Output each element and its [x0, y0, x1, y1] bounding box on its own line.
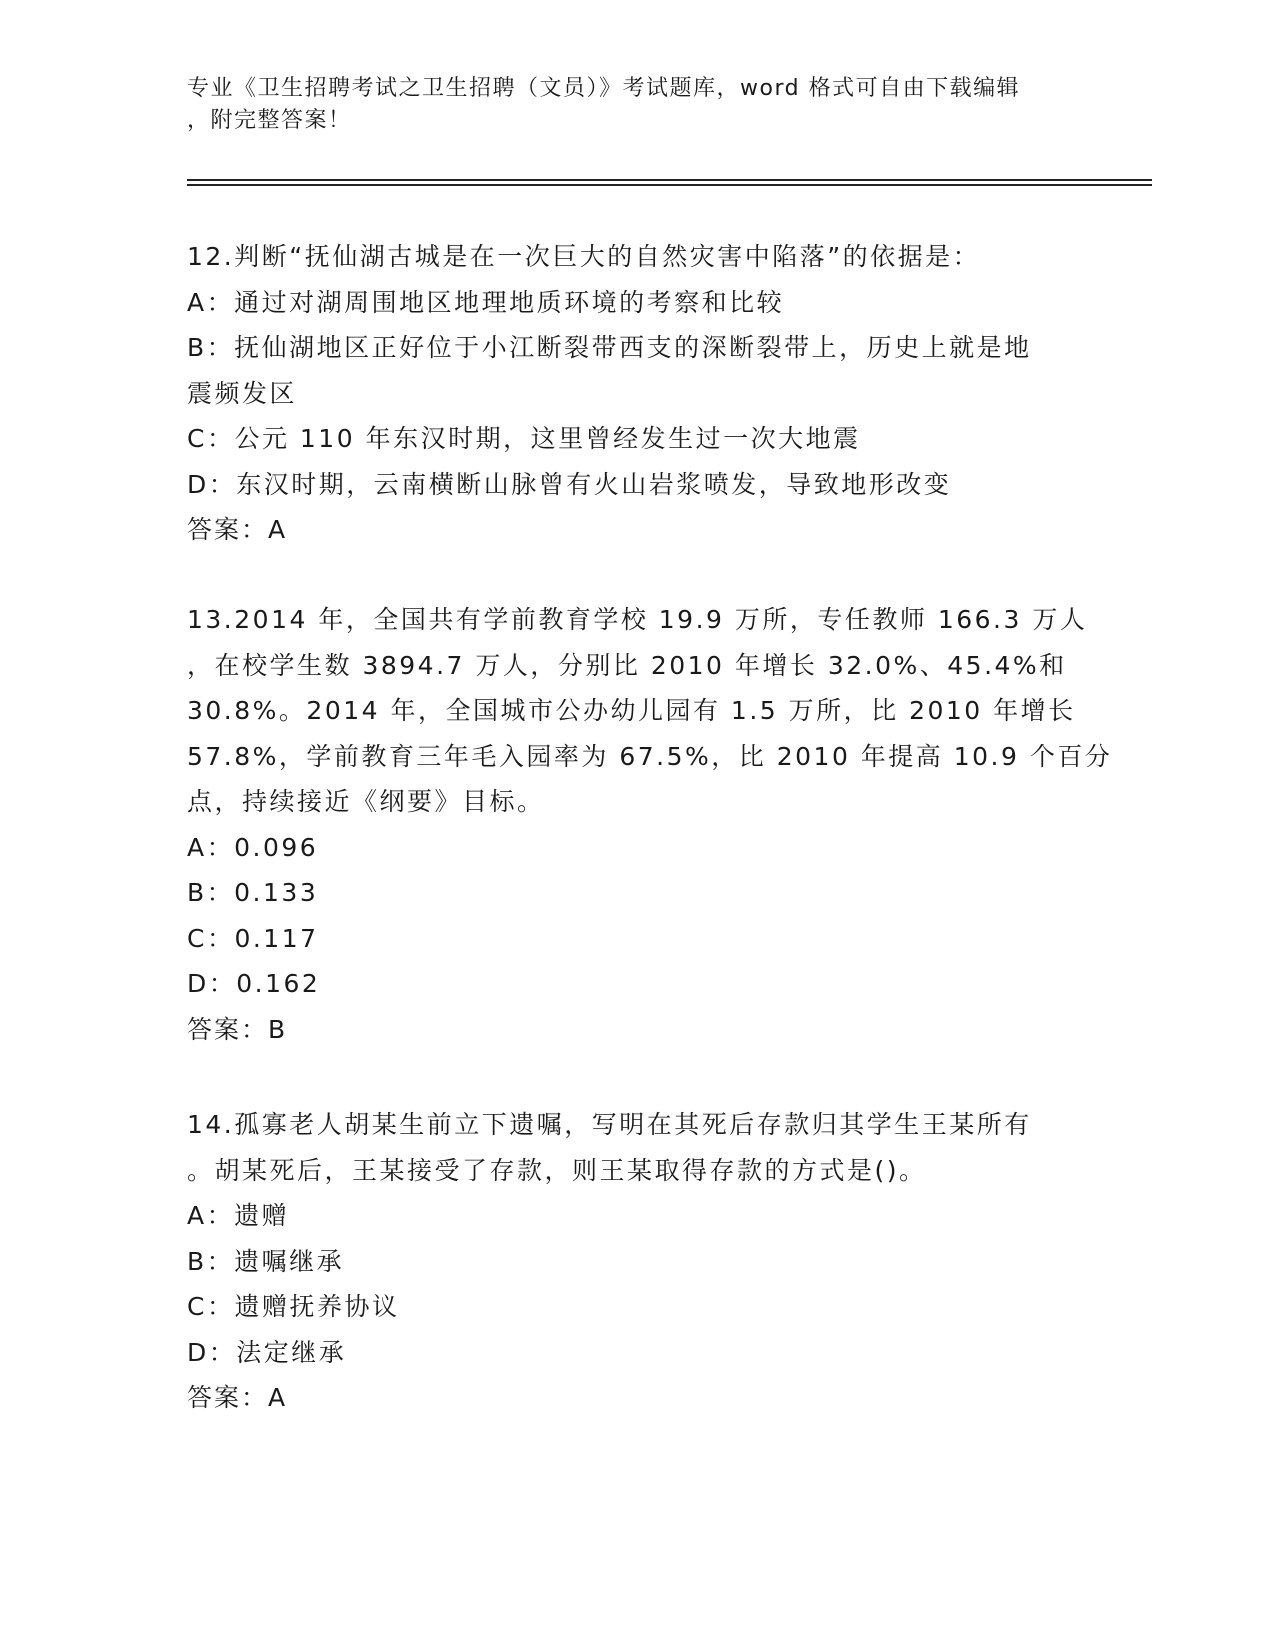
answer: 答案：B — [187, 1014, 288, 1044]
document-header — [187, 73, 1087, 137]
question-stem-line-1: 13.2014 年，全国共有学前教育学校 19.9 万所，专任教师 166.3 万人 — [187, 605, 1088, 634]
option-d: D：0.162 — [187, 969, 321, 998]
header-divider-bottom — [187, 184, 1152, 186]
option-d: D：东汉时期，云南横断山脉曾有火山岩浆喷发，导致地形改变 — [187, 469, 952, 499]
question-stem-line-5: 点，持续接近《纲要》目标。 — [187, 787, 545, 816]
header-divider-top — [187, 179, 1152, 181]
option-b: B：0.133 — [187, 878, 319, 907]
option-b: B：遗嘱继承 — [187, 1246, 345, 1276]
option-a: A：通过对湖周围地区地理地质环境的考察和比较 — [187, 287, 785, 317]
question-stem-line-4: 57.8%，学前教育三年毛入园率为 67.5%，比 2010 年提高 10.9 个百分 — [187, 741, 1113, 771]
question-stem: 12.判断“抚仙湖古城是在一次巨大的自然灾害中陷落”的依据是： — [187, 242, 981, 271]
option-b: B：抚仙湖地区正好位于小江断裂带西支的深断裂带上，历史上就是地 — [187, 333, 1032, 362]
answer: 答案：A — [187, 1383, 288, 1412]
header-line-2: ，附完整答案！ — [187, 108, 352, 133]
option-c: C：公元 110 年东汉时期，这里曾经发生过一次大地震 — [187, 424, 861, 453]
question-14 — [187, 1102, 1087, 1421]
option-a: A：0.096 — [187, 832, 319, 862]
question-stem-line-2: 。胡某死后，王某接受了存款，则王某取得存款的方式是()。 — [187, 1155, 927, 1185]
question-13 — [187, 597, 1113, 1052]
option-a: A：遗赠 — [187, 1201, 290, 1230]
question-stem-line-3: 30.8%。2014 年，全国城市公办幼儿园有 1.5 万所，比 2010 年增长 — [187, 696, 1076, 725]
answer: 答案：A — [187, 515, 288, 544]
option-c: C：遗赠抚养协议 — [187, 1292, 400, 1321]
question-stem-line-1: 14.孤寡老人胡某生前立下遗嘱，写明在其死后存款归其学生王某所有 — [187, 1110, 1032, 1139]
header-line-1: 专业《卫生招聘考试之卫生招聘（文员）》考试题库，word 格式可自由下载编辑 — [187, 76, 1021, 101]
option-c: C：0.117 — [187, 923, 319, 953]
question-12 — [187, 234, 1087, 553]
option-d: D：法定继承 — [187, 1337, 347, 1367]
question-stem-line-2: ，在校学生数 3894.7 万人，分别比 2010 年增长 32.0%、45.4%和 — [187, 650, 1067, 680]
option-b-continued: 震频发区 — [187, 378, 298, 408]
